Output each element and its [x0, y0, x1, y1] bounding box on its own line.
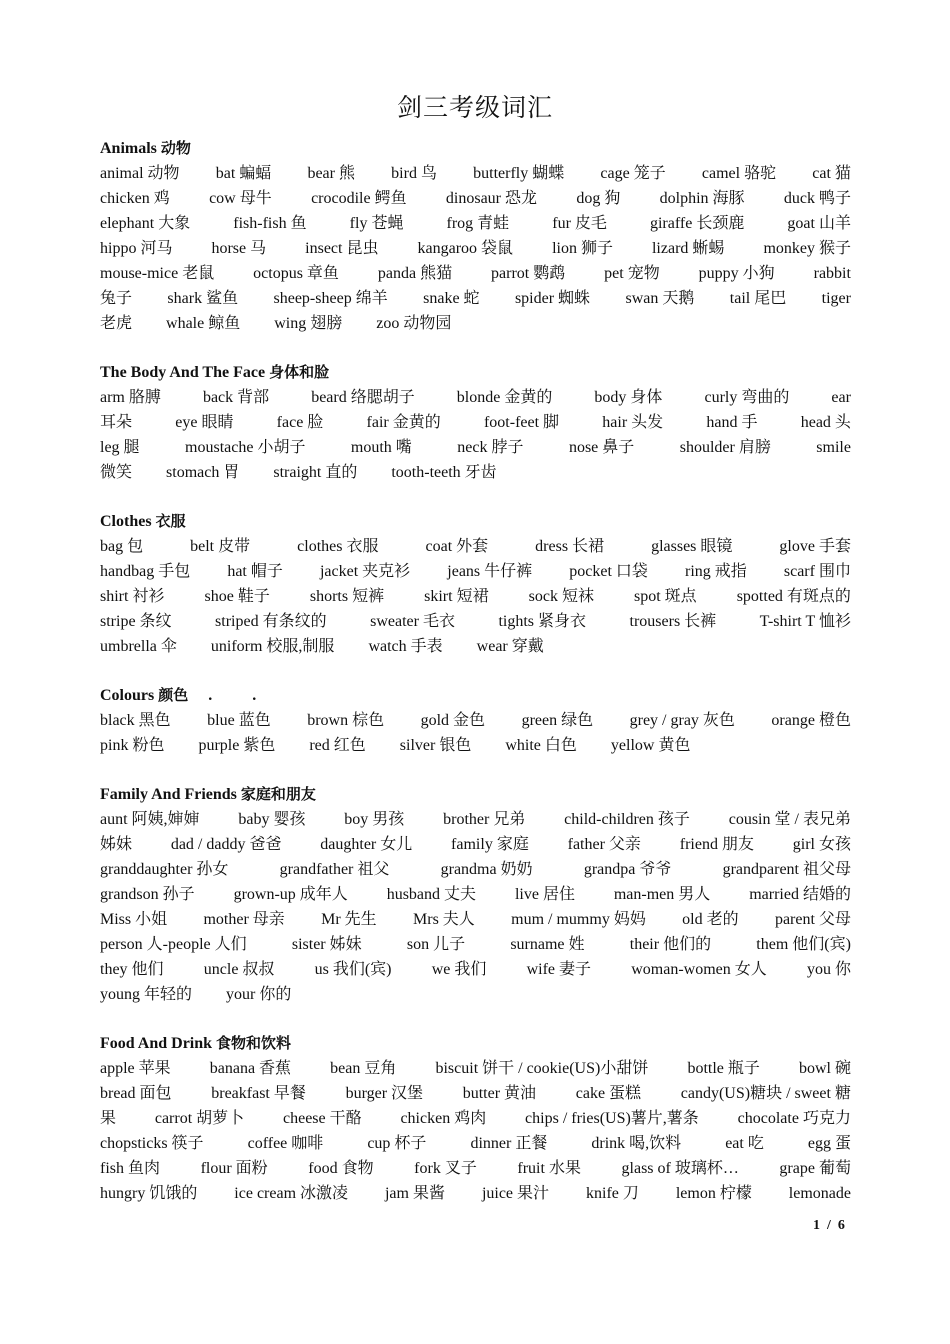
- vocab-entry: bowl 碗: [798, 1060, 851, 1077]
- vocab-line: [100, 211, 851, 236]
- section-gap: [100, 485, 851, 509]
- vocab-line: [100, 1131, 851, 1156]
- vocab-entry: parrot 鹦鹉: [491, 265, 566, 282]
- vocab-entry: red 红色: [309, 737, 366, 754]
- vocab-entry: lion 狮子: [552, 240, 613, 257]
- vocab-entry: tooth-teeth 牙齿: [391, 464, 497, 481]
- vocab-line: [100, 609, 851, 634]
- vocab-line: [100, 584, 851, 609]
- vocab-entry: eye 眼睛: [175, 414, 234, 431]
- section-heading-en: Colours: [100, 687, 155, 704]
- vocab-entry: surname 姓: [510, 936, 585, 953]
- vocab-entry: shirt 衬衫: [100, 588, 165, 605]
- vocab-line: [100, 286, 851, 311]
- vocab-entry: bird 鸟: [391, 165, 437, 182]
- vocab-line: [100, 534, 851, 559]
- vocab-entry: blonde 金黄的: [456, 389, 553, 406]
- vocab-entry: family 家庭: [451, 836, 529, 853]
- vocab-entry: grown-up 成年人: [233, 886, 348, 903]
- section-heading-zh: 身体和脸: [269, 363, 330, 381]
- vocab-entry: rabbit: [813, 265, 851, 282]
- vocab-entry: carrot 胡萝卜: [154, 1110, 245, 1127]
- vocab-line: [100, 1081, 851, 1106]
- vocab-entry: wear 穿戴: [476, 638, 544, 655]
- vocab-entry: we 我们: [431, 961, 487, 978]
- vocab-entry: pocket 口袋: [569, 563, 648, 580]
- vocab-entry: animal 动物: [100, 165, 180, 182]
- vocab-entry: parent 父母: [774, 911, 851, 928]
- vocab-entry: Mrs 夫人: [413, 911, 475, 928]
- section-gap: [100, 1007, 851, 1031]
- vocab-entry: shoe 鞋子: [204, 588, 270, 605]
- vocab-entry: chicken 鸡: [100, 190, 170, 207]
- vocab-entry: cake 蛋糕: [575, 1085, 642, 1102]
- vocab-entry: pet 宠物: [604, 265, 660, 282]
- vocab-entry: person 人-people 人们: [100, 936, 247, 953]
- vocab-entry: chicken 鸡肉: [400, 1110, 487, 1127]
- vocab-entry: T-shirt T 恤衫: [759, 613, 851, 630]
- vocab-entry: dog 狗: [576, 190, 621, 207]
- vocab-entry: old 老的: [682, 911, 739, 928]
- vocab-entry: hippo 河马: [100, 240, 173, 257]
- vocab-line: [100, 1056, 851, 1081]
- vocab-line: [100, 733, 851, 758]
- vocab-entry: hand 手: [706, 414, 758, 431]
- vocab-entry: fur 皮毛: [552, 215, 607, 232]
- vocab-entry: straight 直的: [273, 464, 358, 481]
- vocab-entry: octopus 章鱼: [253, 265, 339, 282]
- vocab-line: [100, 1181, 851, 1206]
- vocab-entry: watch 手表: [368, 638, 443, 655]
- vocab-entry: hair 头发: [602, 414, 664, 431]
- section-heading-en: Clothes: [100, 513, 152, 530]
- vocab-line: [100, 161, 851, 186]
- vocab-entry: sheep-sheep 绵羊: [273, 290, 388, 307]
- vocab-entry: back 背部: [202, 389, 270, 406]
- vocab-entry: silver 银色: [399, 737, 472, 754]
- vocab-entry: smile: [816, 439, 851, 456]
- vocab-entry: jeans 牛仔裤: [447, 563, 533, 580]
- section-gap: [100, 336, 851, 360]
- vocab-entry: cow 母牛: [209, 190, 272, 207]
- vocab-entry: grey / gray 灰色: [629, 712, 735, 729]
- vocab-entry: shorts 短裤: [309, 588, 385, 605]
- vocab-entry: 耳朵: [100, 414, 133, 431]
- vocab-entry: insect 昆虫: [305, 240, 379, 257]
- section-heading-zh: 颜色: [158, 686, 189, 704]
- vocab-entry: stripe 条纹: [100, 613, 172, 630]
- vocab-line: [100, 559, 851, 584]
- section-heading: [100, 509, 851, 534]
- section-heading-zh: 动物: [160, 139, 191, 157]
- vocab-entry: flour 面粉: [200, 1160, 268, 1177]
- vocab-entry: brother 兄弟: [443, 811, 526, 828]
- vocab-entry: grandpa 爷爷: [583, 861, 672, 878]
- vocab-entry: spider 蜘蛛: [514, 290, 591, 307]
- vocab-entry: lemon 柠檬: [675, 1185, 752, 1202]
- vocab-entry: baby 婴孩: [238, 811, 306, 828]
- vocab-entry: uncle 叔叔: [203, 961, 275, 978]
- vocab-entry: dad / daddy 爸爸: [170, 836, 282, 853]
- section-heading-zh: 家庭和朋友: [240, 785, 316, 803]
- vocab-entry: duck 鸭子: [783, 190, 851, 207]
- vocab-entry: glasses 眼镜: [651, 538, 733, 555]
- vocab-entry: bat 蝙蝠: [215, 165, 272, 182]
- vocab-entry: spotted 有斑点的: [736, 588, 851, 605]
- vocab-entry: man-men 男人: [613, 886, 711, 903]
- vocab-entry: woman-women 女人: [631, 961, 767, 978]
- section-heading: [100, 360, 851, 385]
- vocab-entry: hungry 饥饿的: [100, 1185, 198, 1202]
- vocab-entry: they 他们: [100, 961, 164, 978]
- vocab-entry: black 黑色: [100, 712, 171, 729]
- vocab-entry: uniform 校服,制服: [210, 638, 335, 655]
- vocab-line: [100, 932, 851, 957]
- vocab-entry: orange 橙色: [771, 712, 851, 729]
- section-heading-en: The Body And The Face: [100, 364, 266, 381]
- vocab-entry: Miss 小姐: [100, 911, 168, 928]
- vocab-entry: lemonade: [788, 1185, 851, 1202]
- vocab-entry: 微笑: [100, 464, 133, 481]
- vocab-entry: 姊妹: [100, 836, 133, 853]
- vocab-entry: blue 蓝色: [207, 712, 271, 729]
- vocab-line: [100, 261, 851, 286]
- vocab-entry: biscuit 饼干 / cookie(US)小甜饼: [435, 1060, 649, 1077]
- vocab-entry: glass of 玻璃杯…: [621, 1160, 739, 1177]
- vocab-entry: crocodile 鳄鱼: [311, 190, 407, 207]
- vocab-entry: coat 外套: [425, 538, 489, 555]
- vocab-entry: spot 斑点: [633, 588, 697, 605]
- vocab-entry: leg 腿: [100, 439, 140, 456]
- vocab-entry: striped 有条纹的: [215, 613, 327, 630]
- section-heading: [100, 683, 851, 708]
- vocab-line: [100, 236, 851, 261]
- vocab-entry: you 你: [806, 961, 851, 978]
- vocab-entry: your 你的: [226, 986, 292, 1003]
- page-number: 1 / 6: [813, 1218, 845, 1233]
- vocab-entry: burger 汉堡: [345, 1085, 424, 1102]
- section-heading-zh: 衣服: [155, 512, 186, 530]
- vocab-entry: elephant 大象: [100, 215, 191, 232]
- vocab-entry: fork 叉子: [414, 1160, 477, 1177]
- vocab-entry: knife 刀: [586, 1185, 639, 1202]
- vocab-entry: kangaroo 袋鼠: [417, 240, 514, 257]
- vocab-entry: husband 丈夫: [386, 886, 477, 903]
- section-heading-dots: . .: [188, 687, 257, 704]
- vocab-entry: grandparent 祖父母: [722, 861, 851, 878]
- vocab-entry: umbrella 伞: [100, 638, 177, 655]
- vocab-line: [100, 957, 851, 982]
- vocab-entry: chocolate 巧克力: [737, 1110, 851, 1127]
- vocab-entry: frog 青蛙: [446, 215, 510, 232]
- vocab-entry: us 我们(宾): [314, 961, 392, 978]
- vocab-entry: dolphin 海豚: [659, 190, 745, 207]
- vocab-entry: brown 棕色: [307, 712, 385, 729]
- vocab-entry: mouth 嘴: [350, 439, 412, 456]
- vocab-line: [100, 460, 851, 485]
- vocab-entry: snake 蛇: [423, 290, 480, 307]
- vocab-line: [100, 807, 851, 832]
- vocab-entry: trousers 长裤: [629, 613, 717, 630]
- vocab-entry: shoulder 肩膀: [679, 439, 771, 456]
- vocab-entry: body 身体: [594, 389, 663, 406]
- vocab-entry: giraffe 长颈鹿: [649, 215, 745, 232]
- vocab-entry: father 父亲: [567, 836, 641, 853]
- vocab-entry: skirt 短裙: [424, 588, 489, 605]
- vocab-entry: zoo 动物园: [376, 315, 452, 332]
- vocab-entry: fish-fish 鱼: [233, 215, 307, 232]
- vocab-entry: grandson 孙子: [100, 886, 195, 903]
- vocab-entry: Mr 先生: [321, 911, 377, 928]
- vocab-entry: shark 鲨鱼: [167, 290, 239, 307]
- vocab-entry: bottle 瓶子: [687, 1060, 760, 1077]
- vocab-entry: puppy 小狗: [698, 265, 775, 282]
- section-gap: [100, 659, 851, 683]
- vocab-entry: boy 男孩: [344, 811, 405, 828]
- vocab-entry: cousin 堂 / 表兄弟: [728, 811, 851, 828]
- vocab-entry: head 头: [800, 414, 851, 431]
- vocab-entry: juice 果汁: [481, 1185, 550, 1202]
- vocab-entry: tights 紧身衣: [498, 613, 587, 630]
- vocab-entry: 老虎: [100, 315, 133, 332]
- vocabulary-content: [100, 136, 851, 1206]
- vocab-line: [100, 982, 851, 1007]
- vocab-entry: tail 尾巴: [729, 290, 787, 307]
- vocab-entry: cheese 干酪: [282, 1110, 362, 1127]
- section-gap: [100, 758, 851, 782]
- vocab-entry: coffee 咖啡: [247, 1135, 324, 1152]
- vocab-entry: dress 长裙: [535, 538, 605, 555]
- section-heading: [100, 136, 851, 161]
- vocab-entry: their 他们的: [629, 936, 712, 953]
- vocab-entry: face 脸: [276, 414, 324, 431]
- section-heading: [100, 782, 851, 807]
- vocab-entry: girl 女孩: [792, 836, 851, 853]
- vocab-entry: daughter 女儿: [320, 836, 413, 853]
- vocab-entry: bag 包: [100, 538, 144, 555]
- vocab-entry: granddaughter 孙女: [100, 861, 229, 878]
- vocab-entry: purple 紫色: [198, 737, 276, 754]
- vocab-entry: butterfly 蝴蝶: [473, 165, 565, 182]
- vocab-entry: ring 戒指: [685, 563, 747, 580]
- vocab-entry: stomach 胃: [166, 464, 240, 481]
- vocab-entry: bean 豆角: [330, 1060, 397, 1077]
- vocab-line: [100, 311, 851, 336]
- vocab-entry: camel 骆驼: [701, 165, 777, 182]
- vocab-entry: beard 络腮胡子: [311, 389, 415, 406]
- vocab-entry: grape 葡萄: [779, 1160, 851, 1177]
- vocab-entry: hat 帽子: [227, 563, 283, 580]
- vocab-entry: friend 朋友: [679, 836, 754, 853]
- vocab-entry: panda 熊猫: [377, 265, 453, 282]
- vocab-entry: chips / fries(US)薯片,薯条: [525, 1110, 699, 1127]
- vocab-entry: fly 苍蝇: [349, 215, 404, 232]
- vocab-entry: food 食物: [308, 1160, 374, 1177]
- vocab-line: [100, 410, 851, 435]
- section-heading-en: Family And Friends: [100, 786, 237, 803]
- vocab-entry: bear 熊: [307, 165, 355, 182]
- vocab-entry: scarf 围巾: [783, 563, 851, 580]
- vocab-entry: fair 金黄的: [366, 414, 441, 431]
- vocab-entry: fish 鱼肉: [100, 1160, 161, 1177]
- vocab-entry: curly 弯曲的: [704, 389, 790, 406]
- vocab-entry: sister 姊妹: [291, 936, 362, 953]
- page-title: 剑三考级词汇: [396, 93, 553, 122]
- vocab-entry: wife 妻子: [526, 961, 592, 978]
- vocab-entry: drink 喝,饮料: [591, 1135, 682, 1152]
- vocab-line: [100, 385, 851, 410]
- vocab-entry: dinner 正餐: [470, 1135, 548, 1152]
- vocab-entry: white 白色: [505, 737, 577, 754]
- vocab-entry: chopsticks 筷子: [100, 1135, 204, 1152]
- vocab-entry: monkey 猴子: [763, 240, 851, 257]
- vocab-entry: mother 母亲: [203, 911, 285, 928]
- vocab-entry: green 绿色: [521, 712, 594, 729]
- vocab-entry: 兔子: [100, 290, 133, 307]
- vocab-line: [100, 882, 851, 907]
- vocab-line: [100, 907, 851, 932]
- vocab-entry: banana 香蕉: [209, 1060, 292, 1077]
- vocab-entry: cage 笼子: [600, 165, 666, 182]
- vocab-entry: jacket 夹克衫: [319, 563, 411, 580]
- vocab-line: [100, 1106, 851, 1131]
- vocab-entry: pink 粉色: [100, 737, 165, 754]
- vocab-entry: handbag 手包: [100, 563, 191, 580]
- vocab-entry: son 儿子: [406, 936, 466, 953]
- vocab-entry: arm 胳膊: [100, 389, 161, 406]
- vocab-entry: eat 吃: [725, 1135, 764, 1152]
- vocab-line: [100, 832, 851, 857]
- vocab-entry: aunt 阿姨,婶婶: [100, 811, 200, 828]
- vocab-entry: fruit 水果: [517, 1160, 581, 1177]
- vocab-entry: sweater 毛衣: [370, 613, 455, 630]
- vocab-entry: married 结婚的: [749, 886, 851, 903]
- vocab-line: [100, 708, 851, 733]
- vocab-entry: clothes 衣服: [297, 538, 379, 555]
- vocab-entry: ear: [831, 389, 851, 406]
- section-heading-zh: 食物和饮料: [216, 1034, 292, 1052]
- vocab-entry: ice cream 冰激凌: [234, 1185, 349, 1202]
- vocab-entry: grandma 奶奶: [440, 861, 533, 878]
- vocab-entry: jam 果酱: [384, 1185, 445, 1202]
- vocab-line: [100, 1156, 851, 1181]
- vocab-entry: belt 皮带: [190, 538, 251, 555]
- vocab-entry: glove 手套: [779, 538, 851, 555]
- vocab-entry: whale 鲸鱼: [166, 315, 241, 332]
- vocab-entry: cat 猫: [812, 165, 851, 182]
- vocab-entry: swan 天鹅: [625, 290, 695, 307]
- vocab-entry: sock 短袜: [528, 588, 594, 605]
- vocab-entry: tiger: [821, 290, 851, 307]
- vocab-entry: wing 翅膀: [274, 315, 343, 332]
- vocab-entry: bread 面包: [100, 1085, 172, 1102]
- vocab-entry: dinosaur 恐龙: [445, 190, 538, 207]
- vocab-line: [100, 634, 851, 659]
- section-heading: [100, 1031, 851, 1056]
- vocab-entry: candy(US)糖块 / sweet 糖: [680, 1085, 851, 1102]
- vocab-line: [100, 857, 851, 882]
- vocab-entry: child-children 孩子: [564, 811, 690, 828]
- vocab-entry: breakfast 早餐: [211, 1085, 306, 1102]
- section-heading-en: Animals: [100, 140, 157, 157]
- vocab-line: [100, 186, 851, 211]
- vocab-line: [100, 435, 851, 460]
- vocab-entry: gold 金色: [420, 712, 486, 729]
- vocab-entry: young 年轻的: [100, 986, 193, 1003]
- vocab-entry: foot-feet 脚: [483, 414, 560, 431]
- vocab-entry: them 他们(宾): [756, 936, 851, 953]
- vocab-entry: mum / mummy 妈妈: [511, 911, 646, 928]
- vocab-entry: butter 黄油: [462, 1085, 537, 1102]
- vocab-entry: yellow 黄色: [610, 737, 691, 754]
- vocab-entry: cup 杯子: [367, 1135, 427, 1152]
- vocab-entry: goat 山羊: [787, 215, 851, 232]
- vocab-entry: mouse-mice 老鼠: [100, 265, 215, 282]
- vocab-entry: apple 苹果: [100, 1060, 171, 1077]
- vocab-entry: neck 脖子: [457, 439, 524, 456]
- section-heading-en: Food And Drink: [100, 1035, 213, 1052]
- vocab-entry: grandfather 祖父: [279, 861, 390, 878]
- vocab-entry: egg 蛋: [807, 1135, 851, 1152]
- vocab-entry: lizard 蜥蜴: [651, 240, 725, 257]
- vocab-entry: 果: [100, 1110, 117, 1127]
- vocab-entry: moustache 小胡子: [185, 439, 306, 456]
- vocab-entry: live 居住: [514, 886, 575, 903]
- vocab-entry: horse 马: [211, 240, 267, 257]
- vocab-entry: nose 鼻子: [568, 439, 635, 456]
